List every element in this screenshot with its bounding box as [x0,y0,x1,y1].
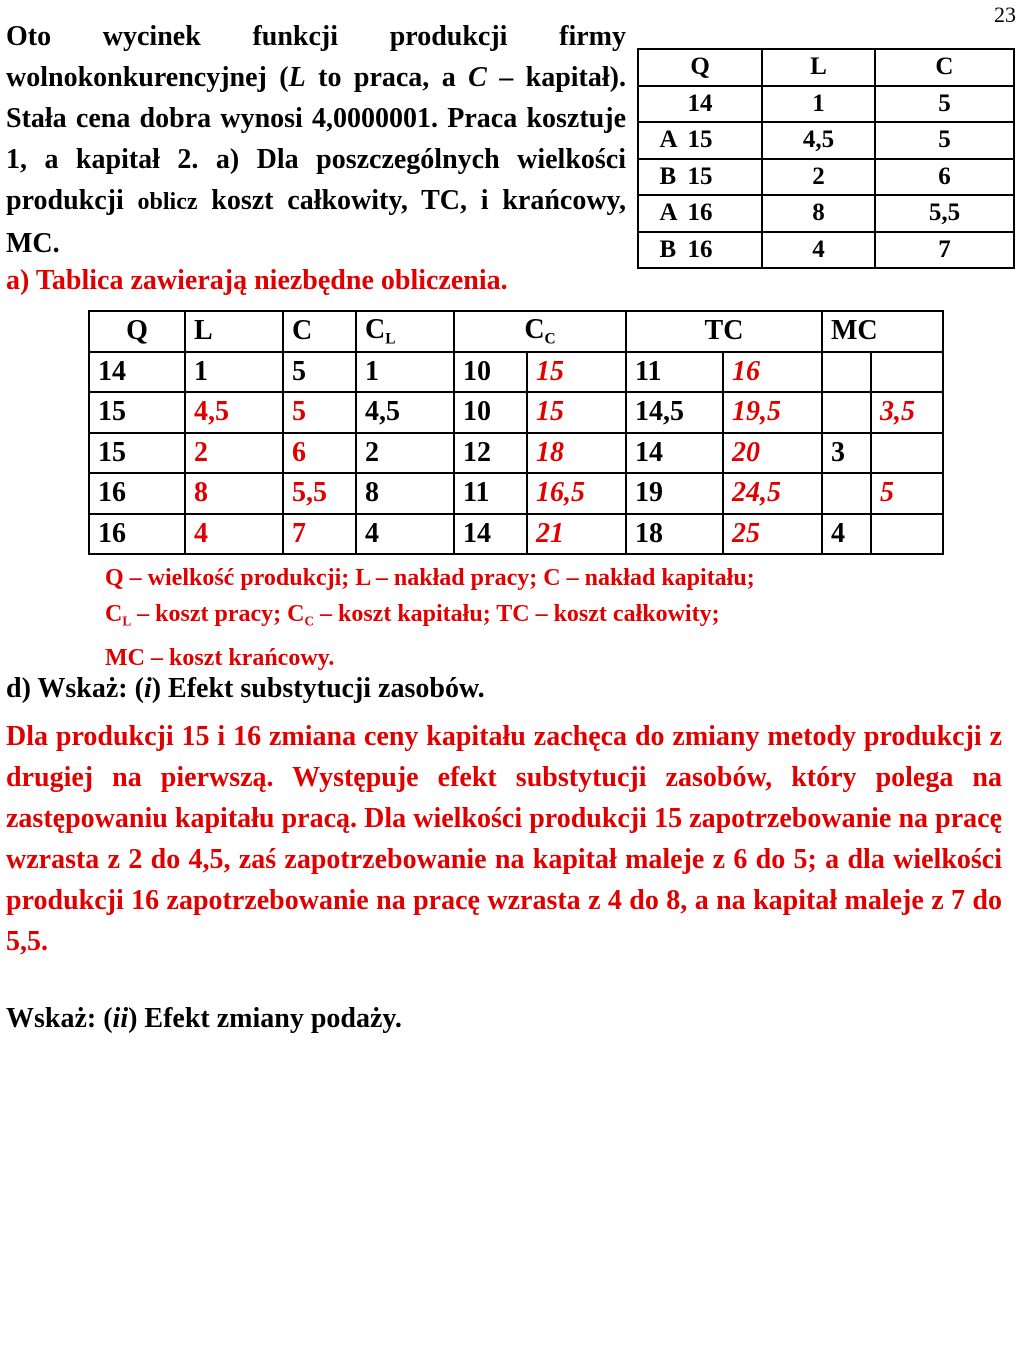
cost-header-mc: MC [822,311,943,352]
cost-cell: 4 [822,514,871,555]
cost-cell [871,352,943,393]
method-label: B [659,235,677,263]
cost-cell: 16 [723,352,822,393]
cost-header-l: L [185,311,283,352]
cost-cell: 4 [356,514,454,555]
input-q-value: 15 [687,126,713,154]
cost-header-q: Q [89,311,185,352]
intro-text-2: to praca, a [305,62,469,93]
input-cell-q [638,159,762,196]
cost-table-row [89,392,943,433]
input-q-value: 15 [687,162,713,190]
cost-cell: 19,5 [723,392,822,433]
cost-table-header [89,311,943,352]
input-table [637,48,1015,269]
cost-cell [822,392,871,433]
answer-d-paragraph: Dla produkcji 15 i 16 zmiana ceny kapitału zachęca do zmiany metody produkcji z drugiej na pierwszą. Występuje efekt substytucji zasobów, który polega na zastępowaniu kapitału pracą. Dla wielkości produkcji 15 zapotrzebowanie na pracę wzrasta z 2 do 4,5, zaś zapotrzebowanie na kapitał maleje z 6 do 5; a dla wielkości produkcji 16 zapotrzebowanie na pracę wzrasta z 4 do 8, a na kapitał maleje z 7 do 5,5. [6,721,1002,957]
input-table-row [638,159,1014,196]
cost-cell: 4 [185,514,283,555]
cost-cell: 14 [89,352,185,393]
method-label: B [659,162,677,190]
cost-cell: 5,5 [283,473,356,514]
cost-cell: 19 [626,473,723,514]
cost-table-row [89,433,943,474]
cost-cell: 1 [356,352,454,393]
input-cell-c: 5,5 [875,195,1014,232]
input-table-header [638,49,1014,86]
input-table-row [638,232,1014,269]
cost-cell: 14 [454,514,527,555]
cost-cell: 8 [185,473,283,514]
cost-cell: 1 [185,352,283,393]
input-header-q: Q [638,49,762,86]
cost-cell: 15 [527,392,626,433]
input-q-value: 14 [687,89,713,117]
input-q-value: 16 [687,235,713,263]
cost-table-row [89,352,943,393]
cost-header-c: C [283,311,356,352]
cost-cell: 18 [527,433,626,474]
input-cell-c: 6 [875,159,1014,196]
input-cell-q [638,195,762,232]
cost-header-tc: TC [626,311,822,352]
cost-cell: 2 [185,433,283,474]
intro-text-3: – kapitał). Stała cena dobra wynosi 4,0000001. Praca kosztuje 1, a kapitał 2. a) [6,62,626,175]
cost-cell: 12 [454,433,527,474]
cost-header-cl: $C_L$ [356,311,454,352]
input-cell-l: 8 [762,195,875,232]
intro-text-6: koszt całkowity, TC, i krańcowy, MC. [6,185,626,259]
input-cell-l: 4 [762,232,875,269]
input-cell-c: 7 [875,232,1014,269]
input-cell-q [638,122,762,159]
cost-cell: 14,5 [626,392,723,433]
cost-cell: 15 [89,392,185,433]
intro-var-c: C [468,62,487,93]
cost-cell: 4,5 [356,392,454,433]
cost-cell: 6 [283,433,356,474]
cost-cell: 18 [626,514,723,555]
question-d: d) Wskaż: (i) Efekt substytucji zasobów. [6,673,485,704]
input-cell-c: 5 [875,86,1014,123]
cost-cell: 15 [89,433,185,474]
cost-cell [871,514,943,555]
input-cell-l: 4,5 [762,122,875,159]
cost-cell: 3,5 [871,392,943,433]
cost-cell: 10 [454,352,527,393]
cost-table-row [89,473,943,514]
cost-cell [822,352,871,393]
cost-cell: 3 [822,433,871,474]
table-legend [105,560,965,676]
cost-cell: 2 [356,433,454,474]
cost-cell: 16,5 [527,473,626,514]
cost-cell: 20 [723,433,822,474]
input-cell-c: 5 [875,122,1014,159]
input-table-row [638,86,1014,123]
intro-var-l: L [288,62,306,93]
cost-cell: 24,5 [723,473,822,514]
cost-cell: 10 [454,392,527,433]
input-table-row [638,122,1014,159]
problem-statement [6,16,626,264]
page-number: 23 [994,2,1016,27]
cost-cell: 8 [356,473,454,514]
cost-cell: 21 [527,514,626,555]
input-cell-q [638,232,762,269]
legend-line: $C_L$ – koszt pracy; $C_C$ – koszt kapitału; TC – koszt całkowity; [105,601,720,629]
input-cell-q [638,86,762,123]
cost-cell [822,473,871,514]
legend-line: Q – wielkość produkcji; L – nakład pracy; C – nakład kapitału; [105,565,755,591]
method-label: A [659,199,678,227]
input-cell-l: 2 [762,159,875,196]
method-label: A [659,126,678,154]
legend-line: MC – koszt krańcowy. [105,644,335,671]
input-q-value: 16 [687,199,713,227]
intro-text-4: Dla poszczególnych wielkości produkcji [6,144,626,216]
cost-header-cc: $C_C$ [454,311,626,352]
input-header-l: L [762,49,875,86]
cost-cell: 11 [626,352,723,393]
cost-cell: 16 [89,514,185,555]
input-cell-l: 1 [762,86,875,123]
cost-cell: 5 [283,392,356,433]
cost-cell: 11 [454,473,527,514]
cost-table [88,310,944,555]
question-ii: Wskaż: (ii) Efekt zmiany podaży. [6,1003,402,1034]
cost-cell: 15 [527,352,626,393]
input-header-c: C [875,49,1014,86]
cost-cell: 5 [871,473,943,514]
intro-text-5: oblicz [137,189,198,215]
cost-cell [871,433,943,474]
input-table-row [638,195,1014,232]
cost-cell: 16 [89,473,185,514]
cost-cell: 25 [723,514,822,555]
cost-cell: 4,5 [185,392,283,433]
cost-cell: 7 [283,514,356,555]
cost-table-row [89,514,943,555]
intro-text-1: Oto wycinek funkcji produkcji firmy wolnokonkurencyjnej ( [6,21,626,93]
answer-a-heading: a) Tablica zawierają niezbędne obliczenia. [6,265,508,296]
cost-cell: 14 [626,433,723,474]
cost-cell: 5 [283,352,356,393]
